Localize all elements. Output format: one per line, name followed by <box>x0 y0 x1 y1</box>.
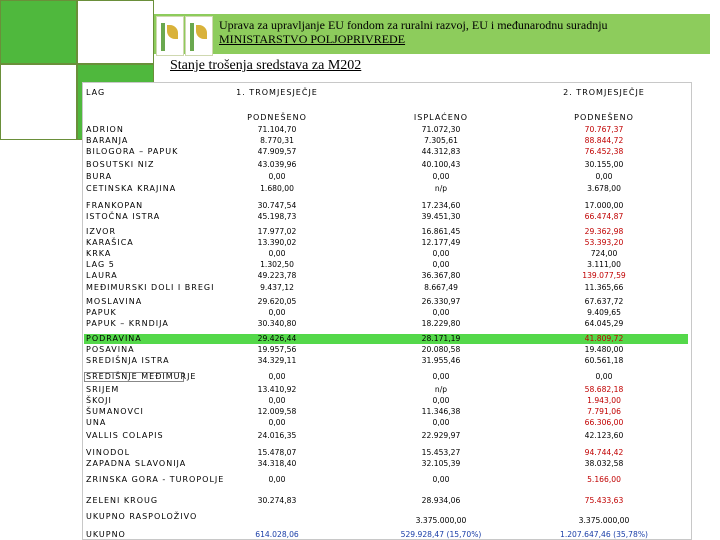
submitted-q2: 64.045,29 <box>584 319 624 328</box>
lag-name: ZRINSKA GORA - TUROPOLJE <box>86 475 225 484</box>
submitted-q2: 5.166,00 <box>587 475 621 484</box>
lag-name: SRIJEM <box>86 385 120 394</box>
deco-square-white <box>77 0 154 64</box>
submitted-q1: 0,00 <box>268 308 286 317</box>
submitted-q1: 1.302,50 <box>260 260 294 269</box>
lag-name: PAPUK <box>86 308 117 317</box>
submitted-q2: 139.077,59 <box>582 271 626 280</box>
paid-q1: 36.367,80 <box>421 271 461 280</box>
submitted-q2: 3.111,00 <box>587 260 621 269</box>
submitted-q2: 38.032,58 <box>584 459 624 468</box>
submitted-q2: 42.123,60 <box>584 431 624 440</box>
lag-name: MEĐIMURSKI DOLI I BREGI <box>86 283 215 292</box>
total-submitted-q1: 614.028,06 <box>255 530 299 539</box>
submitted-q2: 41.809,72 <box>584 334 624 343</box>
submitted-q2: 76.452,38 <box>584 147 624 156</box>
lag-name: ZELENI KROUG <box>86 496 159 505</box>
paid-q1: 40.100,43 <box>421 160 461 169</box>
eu-fund-logo <box>185 16 213 56</box>
total-label: UKUPNO <box>86 530 126 539</box>
lag-name: PAPUK – KRNDIJA <box>86 319 169 328</box>
paid-q1: 26.330,97 <box>421 297 461 306</box>
submitted-q2: 67.637,72 <box>584 297 624 306</box>
submitted-q2: 3.678,00 <box>587 184 621 193</box>
submitted-q1: 12.009,58 <box>257 407 297 416</box>
submitted-q1: 29.620,05 <box>257 297 297 306</box>
submitted-q1: 29.426,44 <box>257 334 297 343</box>
lag-name: VINODOL <box>86 448 131 457</box>
submitted-q2: 66.306,00 <box>584 418 624 427</box>
paid-q1: 17.234,60 <box>421 201 461 210</box>
lag-name: ISTOČNA ISTRA <box>86 212 161 221</box>
submitted-q2: 60.561,18 <box>584 356 624 365</box>
submitted-q1: 30.340,80 <box>257 319 297 328</box>
paid-q1: 0,00 <box>432 372 450 381</box>
lag-name: LAG 5 <box>86 260 115 269</box>
submitted-q2: 94.744,42 <box>584 448 624 457</box>
submitted-q2: 88.844,72 <box>584 136 624 145</box>
paid-q1: 20.080,58 <box>421 345 461 354</box>
paid-q1: 22.929,97 <box>421 431 461 440</box>
paid-q1: 0,00 <box>432 260 450 269</box>
submitted-q1: 13.390,02 <box>257 238 297 247</box>
paid-q1: 7.305,61 <box>424 136 458 145</box>
paid-q1: 71.072,30 <box>421 125 461 134</box>
subheader-submitted-q1: PODNEŠENO <box>247 113 307 122</box>
lag-name: ZAPADNA SLAVONIJA <box>86 459 187 468</box>
available-q1: 3.375.000,00 <box>415 516 467 525</box>
submitted-q1: 9.437,12 <box>260 283 294 292</box>
lag-name: ŠKOJI <box>86 396 112 405</box>
lag-name: SREDIŠNJA ISTRA <box>86 356 170 365</box>
subheader-submitted-q2: PODNEŠENO <box>574 113 634 122</box>
submitted-q2: 11.365,66 <box>584 283 624 292</box>
submitted-q2: 19.480,00 <box>584 345 624 354</box>
submitted-q2: 30.155,00 <box>584 160 624 169</box>
submitted-q1: 13.410,92 <box>257 385 297 394</box>
paid-q1: 12.177,49 <box>421 238 461 247</box>
ministry-logo <box>156 16 184 56</box>
submitted-q1: 30.747,54 <box>257 201 297 210</box>
available-q2: 3.375.000,00 <box>578 516 630 525</box>
submitted-q1: 49.223,78 <box>257 271 297 280</box>
lag-name: CETINSKA KRAJINA <box>86 184 177 193</box>
submitted-q1: 30.274,83 <box>257 496 297 505</box>
lag-name: PODRAVINA <box>86 334 142 343</box>
paid-q1: 0,00 <box>432 308 450 317</box>
available-label: UKUPNO RASPOLOŽIVO <box>86 512 198 521</box>
column-header-q2: 2. TROMJESJEČJE <box>563 88 645 97</box>
lag-name: ŠUMANOVCI <box>86 407 144 416</box>
submitted-q2: 0,00 <box>595 172 613 181</box>
lag-name: KRKA <box>86 249 112 258</box>
lag-name: BOSUTSKI NIZ <box>86 160 155 169</box>
column-header-q1: 1. TROMJESJEČJE <box>236 88 318 97</box>
submitted-q1: 19.957,56 <box>257 345 297 354</box>
submitted-q1: 24.016,35 <box>257 431 297 440</box>
submitted-q1: 43.039,96 <box>257 160 297 169</box>
submitted-q1: 0,00 <box>268 249 286 258</box>
paid-q1: 0,00 <box>432 418 450 427</box>
paid-q1: 28.171,19 <box>421 334 461 343</box>
lag-name: VALLIS COLAPIS <box>86 431 164 440</box>
submitted-q1: 71.104,70 <box>257 125 297 134</box>
org-line-1: Uprava za upravljanje EU fondom za ruralni razvoj, EU i međunarodnu suradnju <box>219 18 608 32</box>
lag-name: IZVOR <box>86 227 117 236</box>
lag-name: BARANJA <box>86 136 129 145</box>
submitted-q2: 29.362,98 <box>584 227 624 236</box>
paid-q1: 16.861,45 <box>421 227 461 236</box>
subheader-paid-q1: ISPLAĆENO <box>413 113 469 122</box>
lag-name: BILOGORA – PAPUK <box>86 147 179 156</box>
submitted-q2: 724,00 <box>590 249 618 258</box>
submitted-q2: 9.409,65 <box>587 308 621 317</box>
lag-name: POSAVINA <box>86 345 135 354</box>
submitted-q1: 0,00 <box>268 418 286 427</box>
lag-name: LAURA <box>86 271 118 280</box>
paid-q1: 8.667,49 <box>424 283 458 292</box>
submitted-q1: 0,00 <box>268 172 286 181</box>
lag-name: UNA <box>86 418 107 427</box>
paid-q1: 18.229,80 <box>421 319 461 328</box>
submitted-q2: 70.767,37 <box>584 125 624 134</box>
lag-name: SREDIŠNJE MEĐIMURJE <box>86 372 197 381</box>
paid-q1: 15.453,27 <box>421 448 461 457</box>
submitted-q1: 34.329,11 <box>257 356 297 365</box>
deco-square-green <box>0 0 77 64</box>
column-header-lag: LAG <box>86 88 106 97</box>
total-submitted-q2: 1.207.647,46 (35,78%) <box>559 530 649 539</box>
paid-q1: 28.934,06 <box>421 496 461 505</box>
submitted-q1: 17.977,02 <box>257 227 297 236</box>
submitted-q1: 34.318,40 <box>257 459 297 468</box>
submitted-q1: 8.770,31 <box>260 136 294 145</box>
total-paid-q1: 529.928,47 (15,70%) <box>400 530 482 539</box>
lag-name: FRANKOPAN <box>86 201 144 210</box>
paid-q1: 0,00 <box>432 396 450 405</box>
submitted-q1: 15.478,07 <box>257 448 297 457</box>
paid-q1: 11.346,38 <box>421 407 461 416</box>
paid-q1: 39.451,30 <box>421 212 461 221</box>
submitted-q2: 7.791,06 <box>587 407 621 416</box>
paid-q1: 32.105,39 <box>421 459 461 468</box>
org-line-2: MINISTARSTVO POLJOPRIVREDE <box>219 32 406 46</box>
lag-name: BURA <box>86 172 113 181</box>
lag-name: ADRION <box>86 125 124 134</box>
submitted-q2: 75.433,63 <box>584 496 624 505</box>
submitted-q1: 47.909,57 <box>257 147 297 156</box>
submitted-q1: 45.198,73 <box>257 212 297 221</box>
organization-name <box>219 18 608 46</box>
paid-q1: 0,00 <box>432 475 450 484</box>
submitted-q2: 17.000,00 <box>584 201 624 210</box>
lag-name: KARAŠICA <box>86 238 134 247</box>
submitted-q2: 1.943,00 <box>587 396 621 405</box>
submitted-q2: 66.474,87 <box>584 212 624 221</box>
page-title: Stanje trošenja sredstava za M202 <box>170 58 362 73</box>
submitted-q1: 1.680,00 <box>260 184 294 193</box>
paid-q1: 44.312,83 <box>421 147 461 156</box>
paid-q1: 0,00 <box>432 249 450 258</box>
submitted-q1: 0,00 <box>268 372 286 381</box>
paid-q1: n/p <box>434 385 448 394</box>
paid-q1: 0,00 <box>432 172 450 181</box>
submitted-q1: 0,00 <box>268 475 286 484</box>
submitted-q2: 58.682,18 <box>584 385 624 394</box>
submitted-q2: 53.393,20 <box>584 238 624 247</box>
lag-name: MOSLAVINA <box>86 297 143 306</box>
submitted-q1: 0,00 <box>268 396 286 405</box>
paid-q1: 31.955,46 <box>421 356 461 365</box>
submitted-q2: 0,00 <box>595 372 613 381</box>
paid-q1: n/p <box>434 184 448 193</box>
deco-square-white <box>0 64 77 140</box>
